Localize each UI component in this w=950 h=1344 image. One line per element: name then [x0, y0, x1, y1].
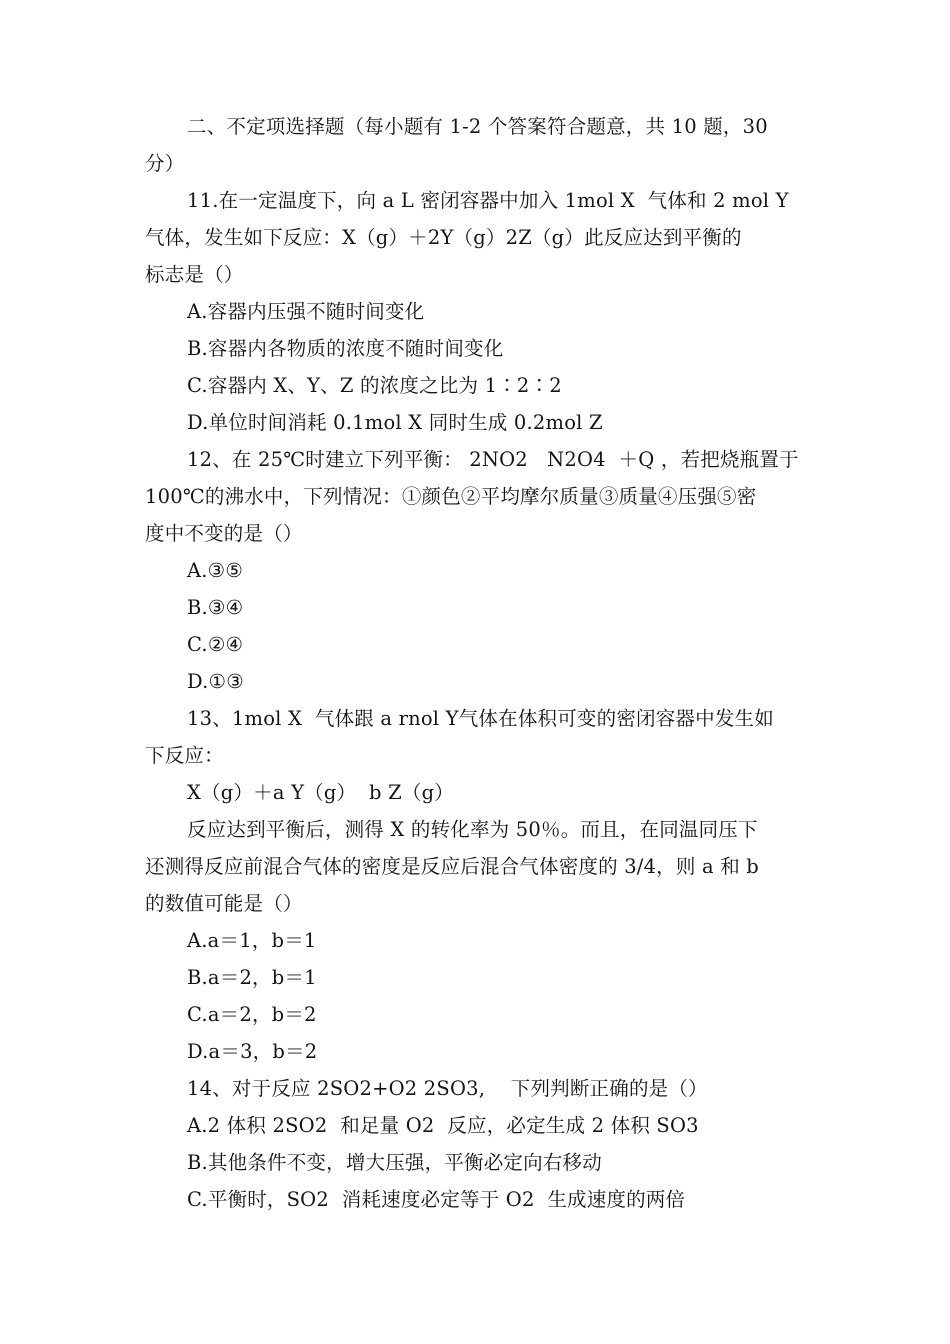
- question-14-stem: 14、对于反应 2SO2+O2 2SO3, 下列判断正确的是（）: [187, 1077, 708, 1100]
- question-14-option-c: C.平衡时，SO2 消耗速度必定等于 O2 生成速度的两倍: [187, 1188, 686, 1211]
- question-13-paragraph-cont: 还测得反应前混合气体的密度是反应后混合气体密度的 3/4，则 a 和 b: [145, 855, 759, 878]
- question-11-stem: 11.在一定温度下，向 a L 密闭容器中加入 1mol X 气体和 2 mol Y: [187, 189, 789, 212]
- question-13-option-a: A.a＝1，b＝1: [187, 929, 317, 952]
- section-heading-cont: 分）: [145, 152, 185, 175]
- question-12-option-a: A.③⑤: [187, 559, 244, 582]
- question-11-stem-cont: 标志是（）: [145, 263, 244, 286]
- question-14-option-b: B.其他条件不变，增大压强，平衡必定向右移动: [187, 1151, 602, 1174]
- question-11-option-d: D.单位时间消耗 0.1mol X 同时生成 0.2mol Z: [187, 411, 603, 434]
- question-13-stem: 13、1mol X 气体跟 a rnol Y气体在体积可变的密闭容器中发生如: [187, 707, 774, 730]
- question-12-option-d: D.①③: [187, 670, 244, 693]
- question-11-option-c: C.容器内 X、Y、Z 的浓度之比为 1∶2∶2: [187, 374, 562, 397]
- question-13-stem-cont: 下反应：: [145, 744, 224, 767]
- question-14-option-a: A.2 体积 2SO2 和足量 O2 反应，必定生成 2 体积 SO3: [187, 1114, 699, 1137]
- question-12-option-b: B.③④: [187, 596, 244, 619]
- question-13-option-b: B.a＝2，b＝1: [187, 966, 317, 989]
- question-13-equation: X（g）＋a Y（g） b Z（g）: [187, 781, 454, 804]
- question-13-option-c: C.a＝2，b＝2: [187, 1003, 317, 1026]
- question-12-stem-cont: 100℃的沸水中，下列情况：①颜色②平均摩尔质量③质量④压强⑤密: [145, 485, 757, 508]
- question-13-paragraph-cont: 的数值可能是（）: [145, 892, 303, 915]
- question-11-option-b: B.容器内各物质的浓度不随时间变化: [187, 337, 504, 360]
- question-11-stem-cont: 气体，发生如下反应：X（g）＋2Y（g）2Z（g）此反应达到平衡的: [145, 226, 742, 249]
- question-13-paragraph: 反应达到平衡后，测得 X 的转化率为 50％。而且，在同温同压下: [187, 818, 758, 841]
- question-12-stem-cont: 度中不变的是（）: [145, 522, 303, 545]
- question-12-option-c: C.②④: [187, 633, 244, 656]
- section-heading: 二、不定项选择题（每小题有 1-2 个答案符合题意，共 10 题，30: [187, 115, 768, 138]
- question-12-stem: 12、在 25℃时建立下列平衡： 2NO2 N2O4 ＋Q ，若把烧瓶置于: [187, 448, 799, 471]
- question-11-option-a: A.容器内压强不随时间变化: [187, 300, 425, 323]
- question-13-option-d: D.a＝3，b＝2: [187, 1040, 318, 1063]
